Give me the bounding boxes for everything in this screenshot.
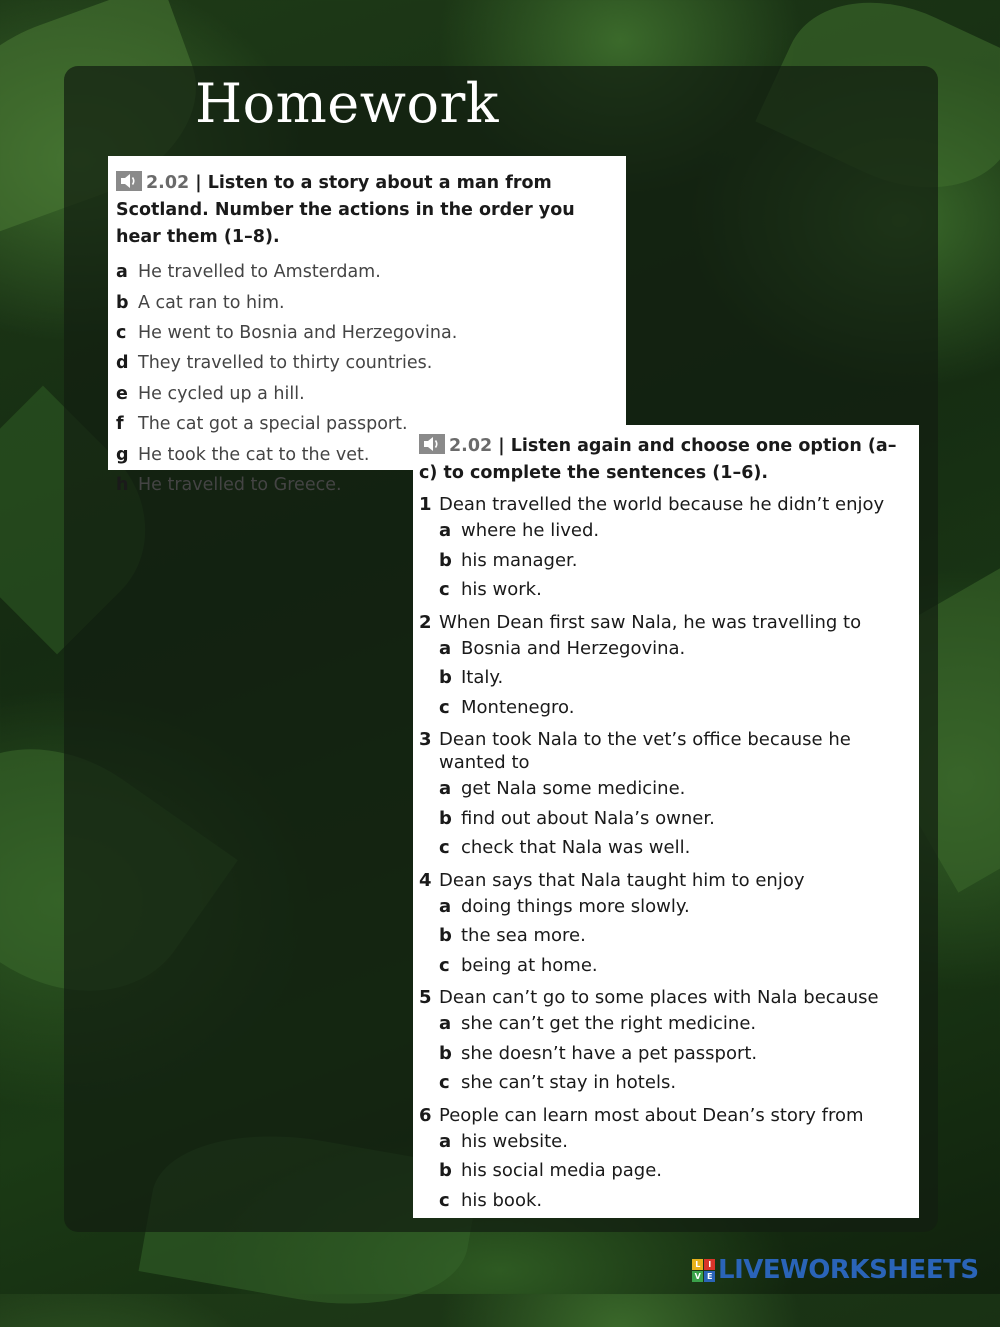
question-number: 6: [419, 1104, 432, 1126]
track-number: 2.02: [449, 436, 493, 456]
option-text: find out about Nala’s owner.: [461, 807, 715, 829]
answer-option[interactable]: [419, 663, 913, 693]
logo-letter: I: [704, 1259, 715, 1270]
exercise-2-card: [413, 425, 919, 1218]
answer-option[interactable]: [419, 634, 913, 664]
answer-option[interactable]: [419, 693, 913, 723]
option-letter: b: [439, 807, 452, 829]
question-number: 2: [419, 611, 432, 633]
option-text: Italy.: [461, 667, 504, 689]
exercise-1-heading: [116, 170, 618, 251]
answer-option[interactable]: [419, 804, 913, 834]
answer-option[interactable]: [419, 951, 913, 981]
action-item[interactable]: [116, 287, 618, 317]
option-letter: a: [439, 778, 452, 800]
option-text: get Nala some medicine.: [461, 778, 686, 800]
logo-letter: V: [692, 1271, 703, 1282]
item-letter: h: [116, 474, 129, 495]
question: [419, 869, 913, 892]
track-number: 2.02: [146, 173, 190, 193]
exercise-2-heading: [419, 433, 913, 487]
question-number: 1: [419, 494, 432, 515]
option-letter: b: [439, 1160, 452, 1182]
answer-option[interactable]: [419, 1068, 913, 1098]
item-letter: b: [116, 292, 129, 313]
option-text: she can’t stay in hotels.: [461, 1072, 677, 1094]
option-letter: c: [439, 579, 450, 601]
exercise-1-card: [108, 156, 626, 495]
question-text: Dean took Nala to the vet’s office because he wanted to: [439, 729, 851, 773]
item-text: They travelled to thirty countries.: [138, 353, 433, 374]
option-text: Montenegro.: [461, 696, 575, 718]
option-letter: a: [439, 520, 452, 542]
option-letter: a: [439, 637, 452, 659]
option-letter: b: [439, 1042, 452, 1064]
item-letter: f: [116, 414, 124, 435]
answer-option[interactable]: [419, 1009, 913, 1039]
answer-option[interactable]: [419, 1127, 913, 1157]
item-text: The cat got a special passport.: [138, 414, 408, 435]
question: [419, 493, 913, 516]
question-text: Dean travelled the world because he didn’t enjoy: [439, 494, 885, 515]
question: [419, 986, 913, 1009]
item-letter: d: [116, 353, 129, 374]
answer-option[interactable]: [419, 546, 913, 576]
option-text: being at home.: [461, 954, 598, 976]
question-text: Dean can’t go to some places with Nala because: [439, 987, 879, 1008]
page-title: Homework: [195, 72, 500, 135]
question-text: Dean says that Nala taught him to enjoy: [439, 869, 805, 891]
answer-option[interactable]: [419, 892, 913, 922]
speaker-icon[interactable]: [116, 171, 142, 191]
option-text: check that Nala was well.: [461, 837, 691, 859]
option-text: his manager.: [461, 549, 578, 571]
action-item[interactable]: [116, 257, 618, 287]
item-text: He went to Bosnia and Herzegovina.: [138, 322, 458, 343]
action-item[interactable]: [116, 379, 618, 409]
answer-option[interactable]: [419, 1156, 913, 1186]
option-text: doing things more slowly.: [461, 895, 690, 917]
question-number: 4: [419, 869, 432, 891]
option-letter: c: [439, 837, 450, 859]
answer-option[interactable]: [419, 575, 913, 605]
item-text: A cat ran to him.: [138, 292, 285, 313]
question: [419, 728, 913, 774]
option-letter: b: [439, 667, 452, 689]
item-letter: g: [116, 444, 129, 465]
question-text: When Dean first saw Nala, he was travelling to: [439, 611, 862, 633]
option-text: she doesn’t have a pet passport.: [461, 1042, 758, 1064]
option-text: his website.: [461, 1130, 568, 1152]
question-number: 5: [419, 987, 432, 1008]
answer-option[interactable]: [419, 921, 913, 951]
item-text: He travelled to Amsterdam.: [138, 262, 381, 283]
option-letter: a: [439, 1130, 452, 1152]
logo-mark: [692, 1259, 715, 1282]
item-text: He cycled up a hill.: [138, 383, 305, 404]
logo-letter: E: [704, 1271, 715, 1282]
option-text: she can’t get the right medicine.: [461, 1013, 757, 1035]
exercise-1-instruction: | Listen to a story about a man from Scotland. Number the actions in the order you hear them (1–8).: [116, 173, 575, 247]
answer-option[interactable]: [419, 1186, 913, 1216]
option-letter: a: [439, 1013, 452, 1035]
option-letter: b: [439, 549, 452, 571]
logo-letter: L: [692, 1259, 703, 1270]
question-text: People can learn most about Dean’s story from: [439, 1104, 864, 1126]
question: [419, 1104, 913, 1127]
speaker-icon[interactable]: [419, 434, 445, 454]
option-text: his book.: [461, 1189, 543, 1211]
option-letter: b: [439, 925, 452, 947]
item-text: He took the cat to the vet.: [138, 444, 370, 465]
question-number: 3: [419, 729, 432, 750]
option-letter: c: [439, 696, 450, 718]
option-text: his work.: [461, 579, 542, 601]
question-list: [419, 493, 913, 1215]
item-letter: e: [116, 383, 128, 404]
option-text: his social media page.: [461, 1160, 663, 1182]
option-letter: c: [439, 1072, 450, 1094]
option-letter: a: [439, 895, 452, 917]
option-letter: c: [439, 954, 450, 976]
answer-option[interactable]: [419, 516, 913, 546]
liveworksheets-logo: [692, 1255, 979, 1285]
option-text: the sea more.: [461, 925, 586, 947]
exercise-2-instruction: | Listen again and choose one option (a–c) to complete the sentences (1–6).: [419, 436, 897, 483]
item-letter: a: [116, 262, 128, 283]
action-item[interactable]: [116, 318, 618, 348]
logo-text: LIVEWORKSHEETS: [718, 1255, 979, 1285]
item-letter: c: [116, 322, 127, 343]
action-item[interactable]: [116, 348, 618, 378]
option-text: where he lived.: [461, 520, 600, 542]
question: [419, 611, 913, 634]
option-text: Bosnia and Herzegovina.: [461, 637, 686, 659]
option-letter: c: [439, 1189, 450, 1211]
answer-option[interactable]: [419, 1039, 913, 1069]
answer-option[interactable]: [419, 774, 913, 804]
answer-option[interactable]: [419, 833, 913, 863]
item-text: He travelled to Greece.: [138, 474, 342, 495]
